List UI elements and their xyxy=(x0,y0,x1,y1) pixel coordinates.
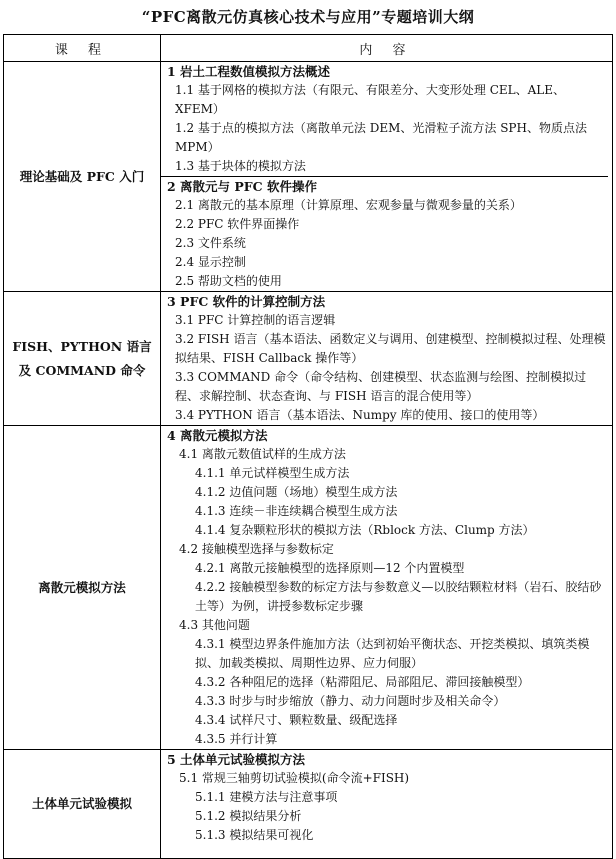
table-row xyxy=(4,426,613,750)
course-cell: FISH、PYTHON 语言及 COMMAND 命令 xyxy=(4,292,161,426)
outline-item: 2.2 PFC 软件界面操作 xyxy=(175,217,300,231)
outline-item: 5.1.2 模拟结果分析 xyxy=(195,809,302,823)
outline-table xyxy=(3,34,613,859)
table-row xyxy=(4,292,613,426)
outline-item: 2.5 帮助文档的使用 xyxy=(175,274,282,288)
outline-item: 3.4 PYTHON 语言（基本语法、Numpy 库的使用、接口的使用等） xyxy=(175,408,545,422)
outline-item: 1.3 基于块体的模拟方法 xyxy=(175,159,306,173)
header-row xyxy=(4,35,613,62)
outline-item: 4.2 接触模型选择与参数标定 xyxy=(179,542,334,556)
outline-item: 4.3.1 模型边界条件施加方法（达到初始平衡状态、开挖类模拟、填筑类模拟、加载类模拟、周期性边界、应力伺服） xyxy=(195,637,590,670)
outline-item: 4.2.1 离散元接触模型的选择原则—12 个内置模型 xyxy=(195,561,465,575)
outline-item: 4.1.4 复杂颗粒形状的模拟方法（Rblock 方法、Clump 方法） xyxy=(195,523,535,537)
outline-item: 4.3.5 并行计算 xyxy=(195,732,278,746)
table-row xyxy=(4,750,613,859)
content-cell xyxy=(161,426,613,750)
outline-item: 2.3 文件系统 xyxy=(175,236,246,250)
content-cell xyxy=(161,750,613,859)
outline-body xyxy=(4,62,613,859)
content-cell xyxy=(161,62,613,292)
outline-item: 5.1.3 模拟结果可视化 xyxy=(195,828,314,842)
section-heading: 2 离散元与 PFC 软件操作 xyxy=(161,176,608,196)
table-row xyxy=(4,62,613,292)
outline-item: 2.1 离散元的基本原理（计算原理、宏观参量与微观参量的关系） xyxy=(175,198,522,212)
outline-item: 4.1.2 边值问题（场地）模型生成方法 xyxy=(195,485,398,499)
outline-item: 3.1 PFC 计算控制的语言逻辑 xyxy=(175,313,336,327)
outline-item: 4.3.3 时步与时步缩放（静力、动力问题时步及相关命令） xyxy=(195,694,506,708)
outline-item: 4.1.3 连续－非连续耦合模型生成方法 xyxy=(195,504,398,518)
page-title: “PFC离散元仿真核心技术与应用”专题培训大纲 xyxy=(141,8,475,26)
course-column-header: 课 程 xyxy=(4,35,161,62)
outline-item: 3.3 COMMAND 命令（命令结构、创建模型、状态监测与绘图、控制模拟过程、求解控制、状态查询、与 FISH 语言的混合使用等） xyxy=(175,370,587,403)
outline-item: 5.1 常规三轴剪切试验模拟(命令流+FISH) xyxy=(179,771,410,785)
outline-item: 4.3 其他问题 xyxy=(179,618,250,632)
outline-item: 3.2 FISH 语言（基本语法、函数定义与调用、创建模型、控制模拟过程、处理模拟结果、FISH Callback 操作等） xyxy=(175,332,606,365)
outline-item: 1.1 基于网格的模拟方法（有限元、有限差分、大变形处理 CEL、ALE、XFEM） xyxy=(175,83,566,116)
course-cell: 离散元模拟方法 xyxy=(4,426,161,750)
section-heading: 1 岩土工程数值模拟方法概述 xyxy=(167,64,331,79)
outline-item: 4.3.4 试样尺寸、颗粒数量、级配选择 xyxy=(195,713,398,727)
outline-item: 4.1 离散元数值试样的生成方法 xyxy=(179,447,346,461)
course-cell: 理论基础及 PFC 入门 xyxy=(4,62,161,292)
content-cell xyxy=(161,292,613,426)
section-heading: 5 土体单元试验模拟方法 xyxy=(167,752,306,767)
outline-item: 1.2 基于点的模拟方法（离散单元法 DEM、光滑粒子流方法 SPH、物质点法 MPM） xyxy=(175,121,587,154)
outline-item: 4.1.1 单元试样模型生成方法 xyxy=(195,466,350,480)
outline-item: 4.3.2 各种阻尼的选择（粘滞阻尼、局部阻尼、滞回接触模型） xyxy=(195,675,530,689)
outline-item: 4.2.2 接触模型参数的标定方法与参数意义—以胶结颗粒材料（岩石、胶结砂土等）为例，讲授参数标定步骤 xyxy=(195,580,602,613)
course-cell: 土体单元试验模拟 xyxy=(4,750,161,859)
section-heading: 4 离散元模拟方法 xyxy=(167,428,268,443)
outline-item: 2.4 显示控制 xyxy=(175,255,246,269)
section-heading: 3 PFC 软件的计算控制方法 xyxy=(167,294,326,309)
outline-item: 5.1.1 建模方法与注意事项 xyxy=(195,790,338,804)
content-column-header: 内 容 xyxy=(161,35,613,62)
